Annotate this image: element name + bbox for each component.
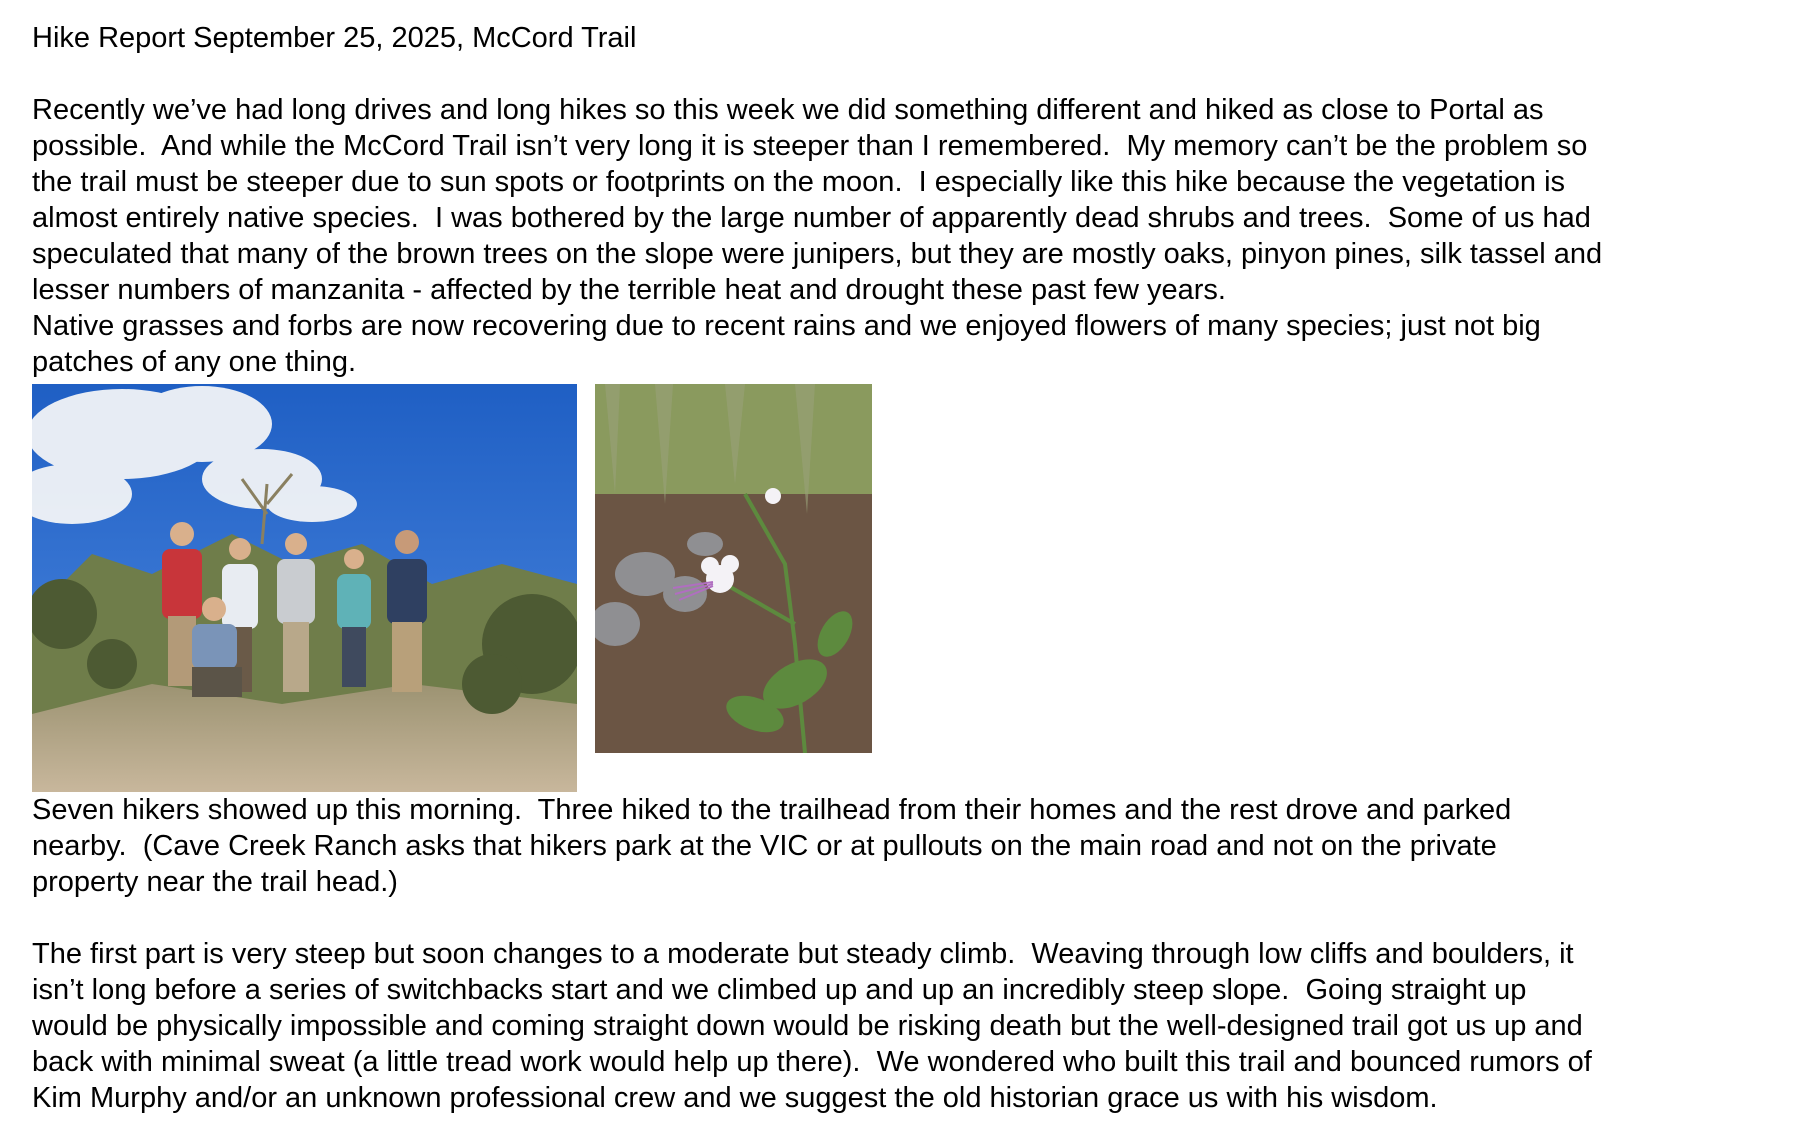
- text-line: isn’t long before a series of switchbacks start and we climbed up and up an incredibly steep slope. Going straight up: [32, 974, 1527, 1006]
- text-line: would be physically impossible and coming straight down would be risking death but the well-designed trail got us up and: [32, 1010, 1583, 1042]
- text-line: Native grasses and forbs are now recovering due to recent rains and we enjoyed flowers of many species; just not big: [32, 310, 1541, 342]
- text-line: speculated that many of the brown trees on the slope were junipers, but they are mostly oaks, pinyon pines, silk tassel and: [32, 238, 1603, 270]
- text-line: property near the trail head.): [32, 866, 398, 898]
- text-line: lesser numbers of manzanita - affected by the terrible heat and drought these past few years.: [32, 274, 1226, 306]
- text-line: Kim Murphy and/or an unknown professional crew and we suggest the old historian grace us with his wisdom.: [32, 1082, 1438, 1114]
- text-line: almost entirely native species. I was bothered by the large number of apparently dead shrubs and trees. Some of us had: [32, 202, 1591, 234]
- hikers-photo-illustration: [32, 384, 577, 792]
- wildflower-photo-illustration: [595, 384, 872, 753]
- text-line: the trail must be steeper due to sun spots or footprints on the moon. I especially like this hike because the vegetation is: [32, 166, 1566, 198]
- text-line: Seven hikers showed up this morning. Three hiked to the trailhead from their homes and the rest drove and parked: [32, 794, 1512, 826]
- paragraph-spacer: [32, 900, 1772, 936]
- paragraph-hikers: [32, 792, 1772, 900]
- hikers-group-photo: [32, 384, 577, 792]
- paragraph-trail: [32, 936, 1772, 1116]
- document-page: [32, 20, 1772, 1116]
- paragraph-vegetation: [32, 92, 1772, 308]
- paragraph-flowers: [32, 308, 1772, 380]
- text-line: back with minimal sweat (a little tread work would help up there). We wondered who built this trail and bounced rumors of: [32, 1046, 1592, 1078]
- text-line: possible. And while the McCord Trail isn’t very long it is steeper than I remembered. My memory can’t be the problem so: [32, 130, 1588, 162]
- report-title: Hike Report September 25, 2025, McCord Trail: [32, 22, 637, 54]
- text-line: nearby. (Cave Creek Ranch asks that hikers park at the VIC or at pullouts on the main road and not on the private: [32, 830, 1497, 862]
- text-line: patches of any one thing.: [32, 346, 357, 378]
- wildflower-photo: [595, 384, 872, 753]
- text-line: Recently we’ve had long drives and long hikes so this week we did something different and hiked as close to Portal as: [32, 94, 1544, 126]
- photo-row: [32, 384, 1772, 792]
- text-line: The first part is very steep but soon changes to a moderate but steady climb. Weaving through low cliffs and boulders, it: [32, 938, 1574, 970]
